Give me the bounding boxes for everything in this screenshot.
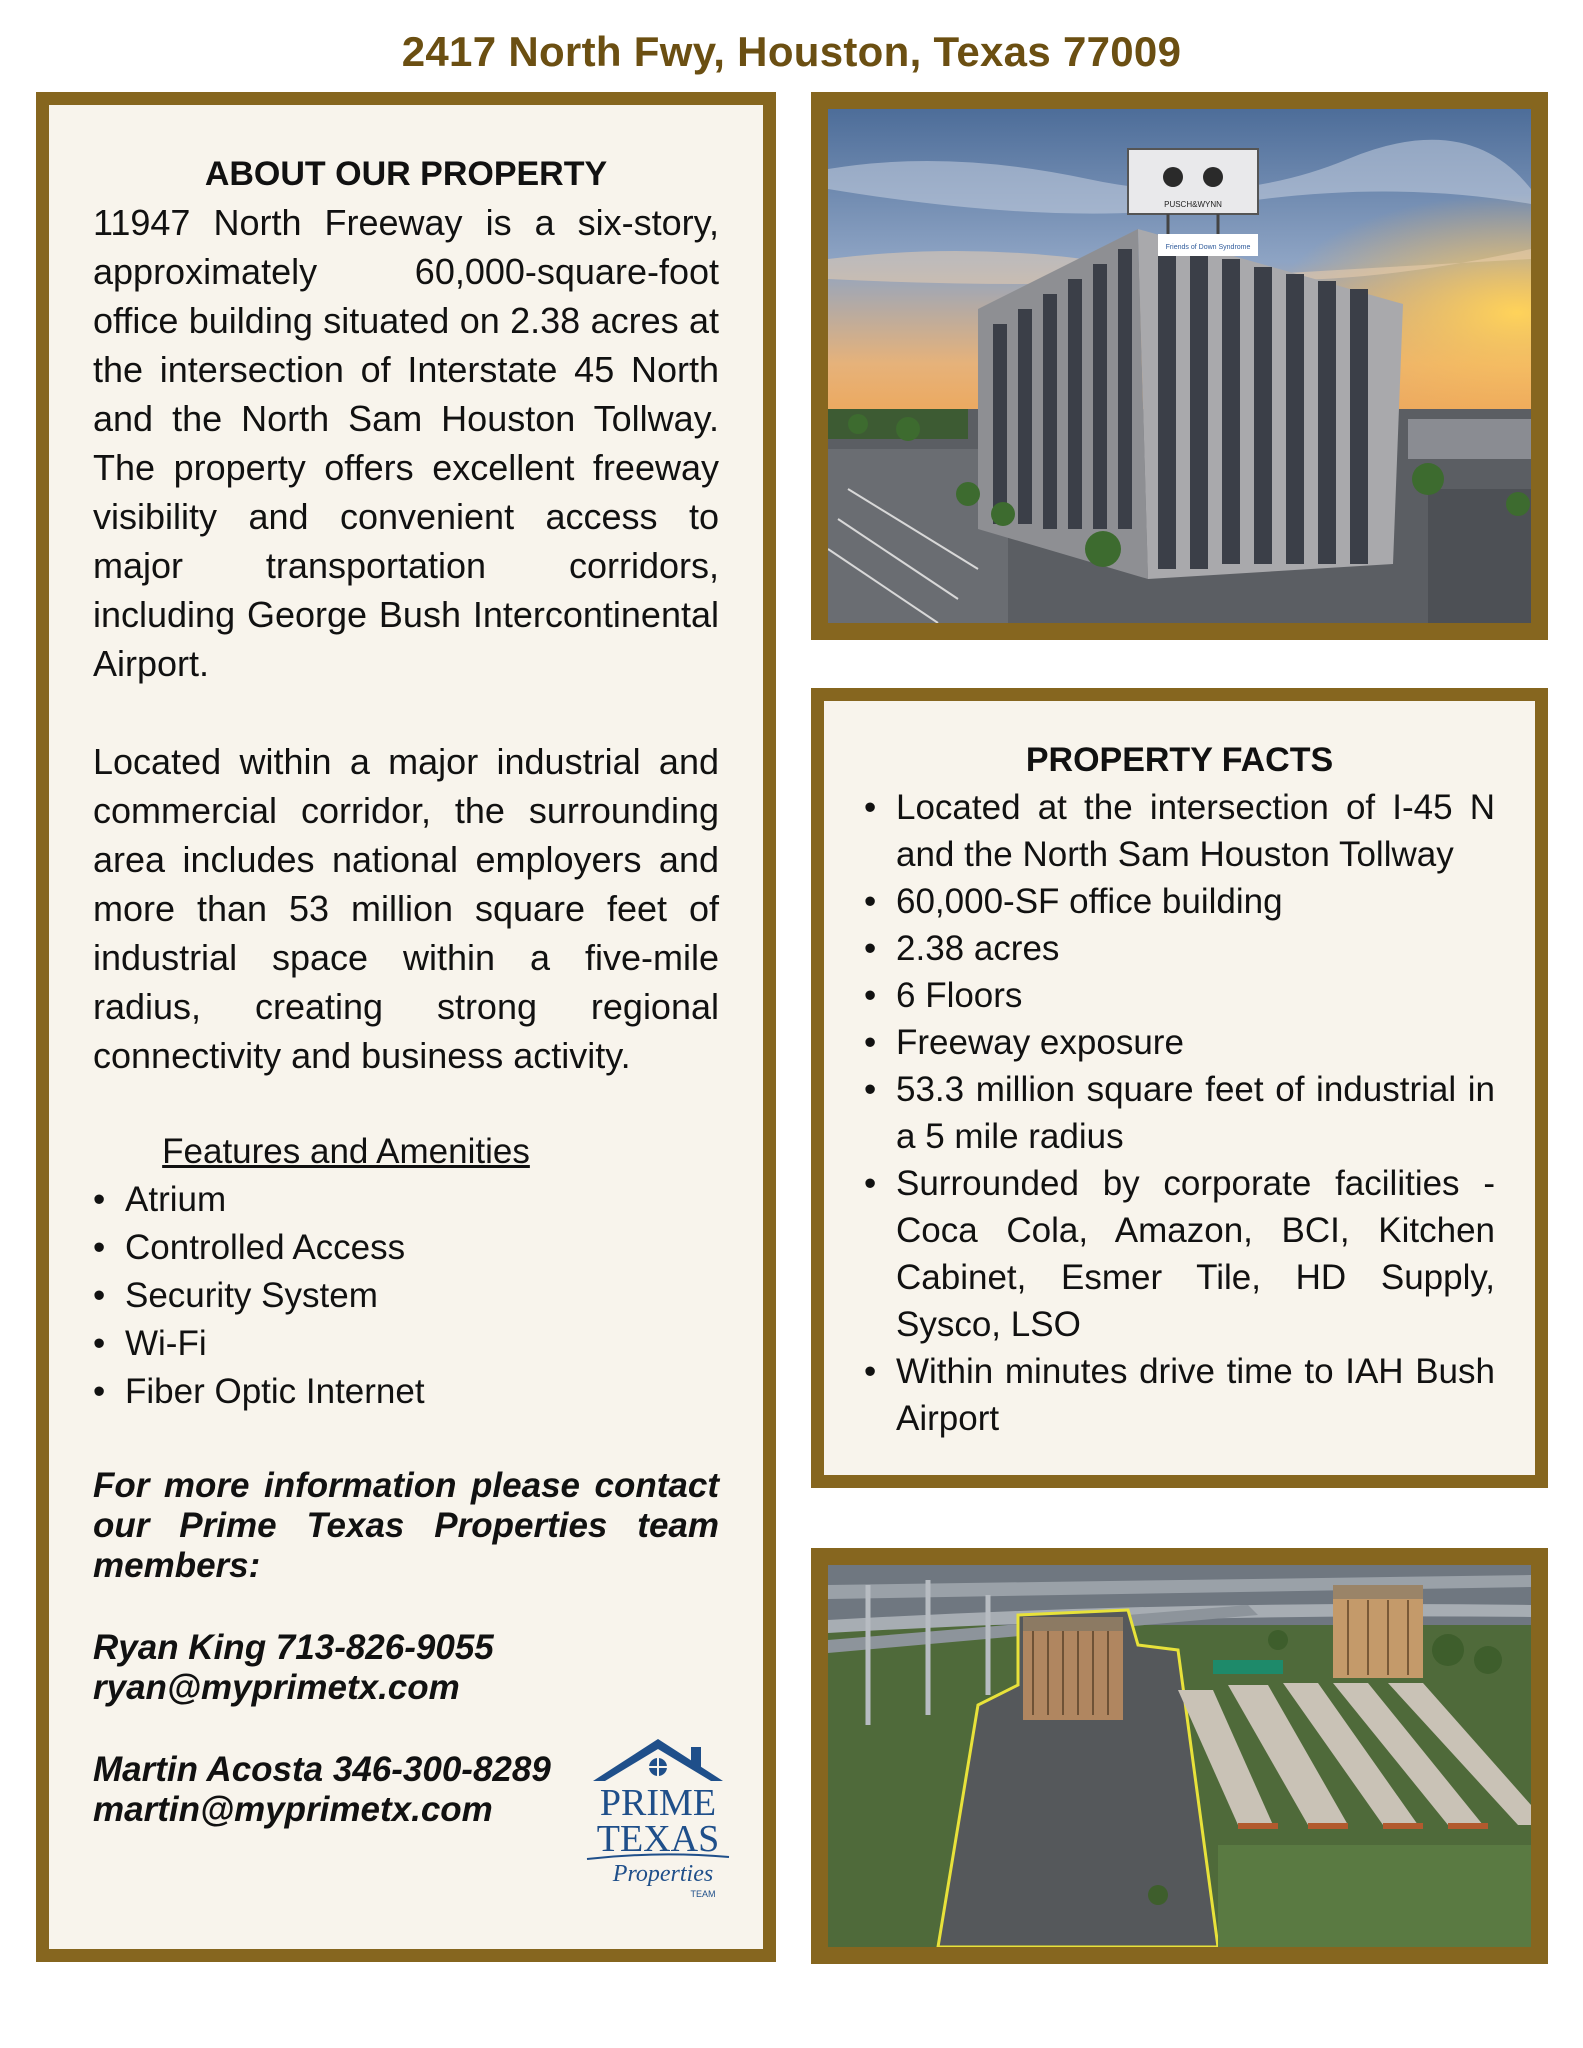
property-facts-panel: [811, 688, 1548, 1488]
logo-line-4: TEAM: [690, 1889, 716, 1899]
logo-line-3: Properties: [612, 1861, 714, 1887]
prime-texas-logo: [583, 1733, 733, 1905]
about-paragraph-1: 11947 North Freeway is a six-story, approximately 60,000-square-foot office building situated on 2.38 acres at the intersection of Interstate 45 North and the North Sam Houston Tollway. The property offers excellent freeway visibility and convenient access to major transportation corridors, including George Bush Intercontinental Airport.: [93, 202, 719, 684]
features-list: [93, 1176, 719, 1416]
contact-email[interactable]: ryan@myprimetx.com: [93, 1668, 460, 1707]
sign-text: Friends of Down Syndrome: [1165, 244, 1251, 251]
fact-item: • Freeway exposure: [864, 1019, 1495, 1066]
billboard-text: PUSCH&WYNN: [1164, 200, 1222, 209]
fact-item: • Surrounded by corporate facilities - Coca Cola, Amazon, BCI, Kitchen Cabinet, Esmer Tile, HD Supply, Sysco, LSO: [864, 1160, 1495, 1348]
fact-item: • 60,000-SF office building: [864, 878, 1495, 925]
contact-ryan: [93, 1628, 719, 1708]
contact-name-phone[interactable]: Ryan King 713-826-9055: [93, 1628, 494, 1667]
features-title: Features and Amenities: [162, 1132, 530, 1171]
contact-intro: For more information please contact our Prime Texas Properties team members:: [93, 1466, 719, 1585]
fact-item: • 53.3 million square feet of industrial in a 5 mile radius: [864, 1066, 1495, 1160]
feature-item: • Security System: [93, 1272, 719, 1320]
feature-item: • Atrium: [93, 1176, 719, 1224]
logo-line-2: TEXAS: [596, 1818, 720, 1860]
page-title: 2417 North Fwy, Houston, Texas 77009: [401, 28, 1182, 75]
facts-list: [864, 784, 1495, 1442]
feature-item: • Fiber Optic Internet: [93, 1368, 719, 1416]
fact-item: • 6 Floors: [864, 972, 1495, 1019]
logo-line-1: PRIME: [599, 1782, 717, 1824]
about-title: ABOUT OUR PROPERTY: [204, 155, 608, 193]
about-panel: [36, 92, 776, 1962]
about-paragraph-2: Located within a major industrial and commercial corridor, the surrounding area includes national employers and more than 53 million square feet of industrial space within a five-mile radius, creating strong regional connectivity and business activity.: [93, 741, 719, 1076]
contact-name-phone[interactable]: Martin Acosta 346-300-8289: [93, 1750, 551, 1789]
feature-item: • Wi-Fi: [93, 1320, 719, 1368]
facts-title: PROPERTY FACTS: [1025, 741, 1334, 779]
aerial-photo-image: [828, 1565, 1531, 1947]
building-photo-image: [828, 109, 1531, 623]
fact-item: • 2.38 acres: [864, 925, 1495, 972]
contact-email[interactable]: martin@myprimetx.com: [93, 1790, 493, 1829]
building-photo: [811, 92, 1548, 640]
aerial-photo: [811, 1548, 1548, 1964]
fact-item: • Located at the intersection of I-45 N and the North Sam Houston Tollway: [864, 784, 1495, 878]
fact-item: • Within minutes drive time to IAH Bush Airport: [864, 1348, 1495, 1442]
feature-item: • Controlled Access: [93, 1224, 719, 1272]
